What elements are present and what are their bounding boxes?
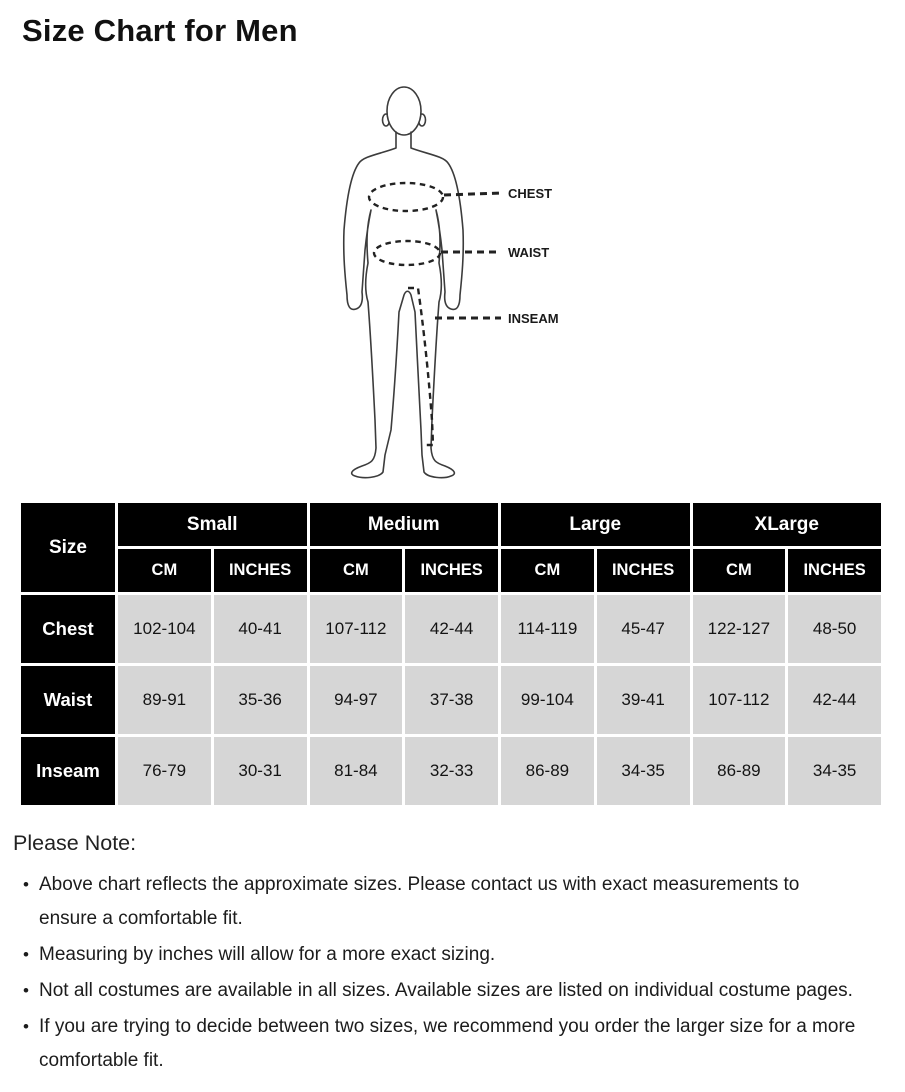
measurement-figure bbox=[0, 80, 905, 492]
waist-large-inches: 39-41 bbox=[597, 666, 690, 734]
row-header-waist: Waist bbox=[21, 666, 115, 734]
head-outline bbox=[387, 87, 421, 135]
inseam-large-inches: 34-35 bbox=[597, 737, 690, 805]
inseam-large-cm: 86-89 bbox=[501, 737, 594, 805]
unit-header-cm: CM bbox=[118, 549, 211, 592]
chest-large-cm: 114-119 bbox=[501, 595, 594, 663]
chest-large-inches: 45-47 bbox=[597, 595, 690, 663]
chest-xlarge-inches: 48-50 bbox=[788, 595, 881, 663]
note-line: • Not all costumes are available in all sizes. Available sizes are listed on individual costume pages. bbox=[39, 980, 853, 1001]
table-row-inseam bbox=[21, 737, 881, 805]
inseam-small-cm: 76-79 bbox=[118, 737, 211, 805]
note-item bbox=[13, 974, 895, 1008]
chest-label: CHEST bbox=[508, 186, 553, 201]
unit-header-cm: CM bbox=[501, 549, 594, 592]
chest-xlarge-cm: 122-127 bbox=[693, 595, 786, 663]
note-line: ensure a comfortable fit. bbox=[39, 908, 243, 929]
waist-xlarge-inches: 42-44 bbox=[788, 666, 881, 734]
inseam-xlarge-cm: 86-89 bbox=[693, 737, 786, 805]
note-line: • Measuring by inches will allow for a more exact sizing. bbox=[39, 944, 496, 965]
waist-label: WAIST bbox=[508, 245, 550, 260]
unit-header-cm: CM bbox=[310, 549, 403, 592]
page-title: Size Chart for Men bbox=[22, 13, 298, 48]
inseam-xlarge-inches: 34-35 bbox=[788, 737, 881, 805]
unit-header-inches: INCHES bbox=[214, 549, 307, 592]
row-header-chest: Chest bbox=[21, 595, 115, 663]
table-corner-size: Size bbox=[21, 503, 115, 592]
notes-list bbox=[13, 868, 895, 1078]
waist-medium-cm: 94-97 bbox=[310, 666, 403, 734]
waist-small-cm: 89-91 bbox=[118, 666, 211, 734]
inseam-small-inches: 30-31 bbox=[214, 737, 307, 805]
table-row-chest bbox=[21, 595, 881, 663]
chest-measure-ellipse bbox=[369, 183, 443, 211]
waist-large-cm: 99-104 bbox=[501, 666, 594, 734]
waist-small-inches: 35-36 bbox=[214, 666, 307, 734]
note-line: • If you are trying to decide between two sizes, we recommend you order the larger size for a more bbox=[39, 1016, 856, 1037]
chest-medium-inches: 42-44 bbox=[405, 595, 498, 663]
body-diagram bbox=[0, 80, 905, 492]
chest-medium-cm: 107-112 bbox=[310, 595, 403, 663]
inseam-medium-inches: 32-33 bbox=[405, 737, 498, 805]
inseam-medium-cm: 81-84 bbox=[310, 737, 403, 805]
notes-section bbox=[13, 828, 895, 1078]
size-group-xlarge: XLarge bbox=[693, 503, 882, 546]
inseam-label: INSEAM bbox=[508, 311, 559, 326]
table-row-waist bbox=[21, 666, 881, 734]
size-group-large: Large bbox=[501, 503, 690, 546]
chest-small-cm: 102-104 bbox=[118, 595, 211, 663]
size-chart-table bbox=[18, 500, 884, 808]
unit-header-inches: INCHES bbox=[405, 549, 498, 592]
unit-header-cm: CM bbox=[693, 549, 786, 592]
notes-heading: Please Note: bbox=[13, 831, 137, 855]
note-line: • Above chart reflects the approximate sizes. Please contact us with exact measurements to bbox=[39, 874, 800, 895]
note-item bbox=[13, 868, 895, 936]
row-header-inseam: Inseam bbox=[21, 737, 115, 805]
size-group-small: Small bbox=[118, 503, 307, 546]
size-group-medium: Medium bbox=[310, 503, 499, 546]
note-item bbox=[13, 938, 895, 972]
chest-small-inches: 40-41 bbox=[214, 595, 307, 663]
note-line: comfortable fit. bbox=[39, 1050, 164, 1071]
waist-xlarge-cm: 107-112 bbox=[693, 666, 786, 734]
unit-header-inches: INCHES bbox=[597, 549, 690, 592]
chest-leader-line bbox=[444, 193, 501, 195]
waist-measure-ellipse bbox=[374, 241, 440, 265]
unit-header-inches: INCHES bbox=[788, 549, 881, 592]
note-item bbox=[13, 1010, 895, 1078]
waist-medium-inches: 37-38 bbox=[405, 666, 498, 734]
